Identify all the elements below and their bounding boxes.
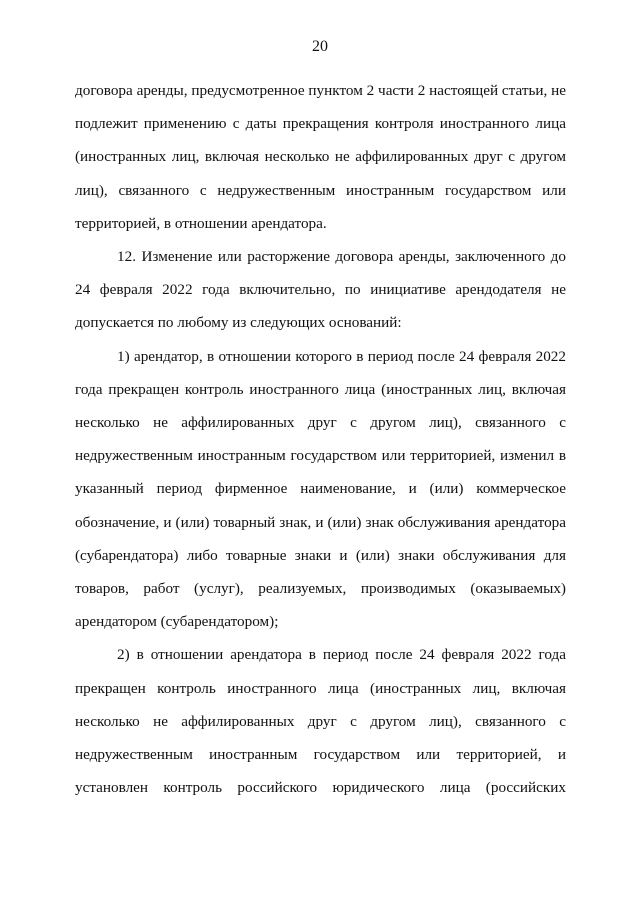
text-line: договора аренды, предусмотренное пунктом 2 части 2 настоящей статьи, не: [75, 82, 566, 99]
text-line: обозначение, и (или) товарный знак, и (или) знак обслуживания арендатора: [75, 513, 566, 531]
text-line: несколько не аффилированных друг с другом лиц), связанного с: [75, 712, 566, 730]
text-line: допускается по любому из следующих оснований:: [75, 314, 402, 332]
text-line: установлен контроль российского юридического лица (российских: [75, 779, 566, 797]
text-line: территорией, в отношении арендатора.: [75, 214, 327, 232]
document-body: [75, 74, 566, 804]
text-line: (субарендатора) либо товарные знаки и (или) знаки обслуживания для: [75, 546, 566, 564]
paragraph: [75, 240, 566, 340]
text-line: 24 февраля 2022 года включительно, по инициативе арендодателя не: [75, 281, 566, 299]
text-line: прекращен контроль иностранного лица (иностранных лиц, включая: [75, 679, 566, 697]
text-line: (иностранных лиц, включая несколько не аффилированных друг с другом: [75, 148, 566, 166]
text-line: подлежит применению с даты прекращения контроля иностранного лица: [75, 115, 566, 133]
paragraph-list: [75, 74, 566, 804]
text-line: недружественным иностранным государством или территорией, и: [75, 746, 566, 764]
text-line: 1) арендатор, в отношении которого в период после 24 февраля 2022: [117, 347, 566, 365]
text-line: арендатором (субарендатором);: [75, 613, 279, 631]
text-line: указанный период фирменное наименование, и (или) коммерческое: [75, 480, 566, 498]
text-line: 2) в отношении арендатора в период после 24 февраля 2022 года: [117, 646, 566, 664]
paragraph: [75, 638, 566, 804]
text-line: 12. Изменение или расторжение договора аренды, заключенного до: [117, 248, 566, 266]
text-line: лиц), связанного с недружественным иностранным государством или: [75, 181, 566, 199]
text-line: товаров, работ (услуг), реализуемых, производимых (оказываемых): [75, 580, 566, 598]
paragraph: [75, 340, 566, 639]
text-line: недружественным иностранным государством или территорией, изменил в: [75, 447, 566, 465]
text-line: несколько не аффилированных друг с другом лиц), связанного с: [75, 414, 566, 432]
paragraph: [75, 74, 566, 240]
page-number: 20: [312, 38, 328, 55]
text-line: года прекращен контроль иностранного лица (иностранных лиц, включая: [75, 380, 566, 398]
